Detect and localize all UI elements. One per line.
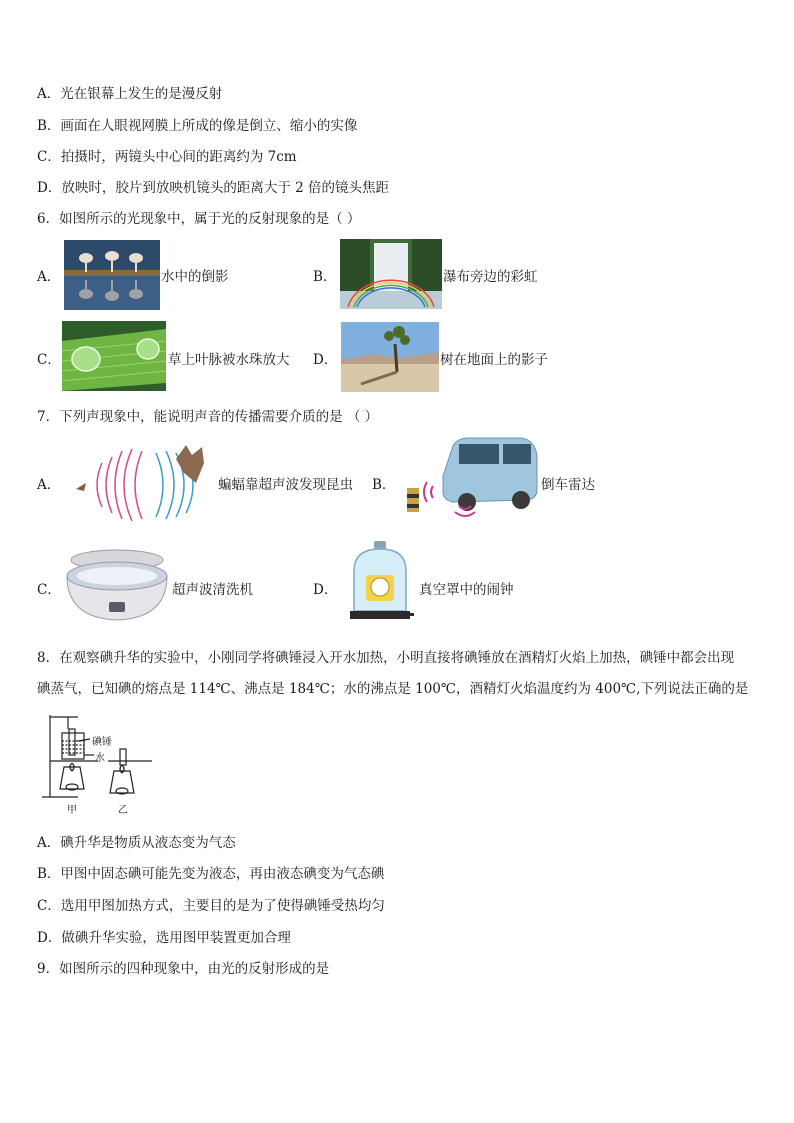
q7-stem: 7．下列声现象中，能说明声音的传播需要介质的是 （ ） — [37, 409, 379, 425]
q8-figure-label-iodine-hammer: 碘锤 — [92, 737, 112, 748]
q7-d-caption: 真空罩中的闹钟 — [419, 582, 514, 598]
q8-stem-line-2: 碘蒸气，已知碘的熔点是 114℃、沸点是 184℃；水的沸点是 100℃，酒精灯火焰温度约为 400℃,下列说法正确的是 — [37, 681, 749, 697]
q8-figure-label-water: 水 — [95, 753, 105, 764]
q6-b-caption: 瀑布旁边的彩虹 — [443, 269, 538, 285]
q8-stem-line-1: 8．在观察碘升华的实验中，小刚同学将碘锤浸入开水加热，小明直接将碘锤放在酒精灯火焰上加热，碘锤中都会出现 — [37, 650, 735, 666]
q7-c-caption: 超声波清洗机 — [172, 582, 253, 598]
q5-option-d: D．放映时，胶片到放映机镜头的距离大于 2 倍的镜头焦距 — [37, 180, 389, 196]
q8-option-d: D．做碘升华实验，选用图甲装置更加合理 — [37, 930, 291, 946]
q7-d-image-alarm-clock-bell-jar — [346, 541, 414, 627]
q9-stem: 9．如图所示的四种现象中，由光的反射形成的是 — [37, 961, 330, 977]
q5-option-c: C．拍摄时，两镜头中心间的距离约为 7cm — [37, 149, 297, 165]
q6-c-caption: 草上叶脉被水珠放大 — [168, 352, 290, 368]
q8-option-c: C．选用甲图加热方式，主要目的是为了使得碘锤受热均匀 — [37, 898, 385, 914]
q6-stem: 6．如图所示的光现象中，属于光的反射现象的是（ ） — [37, 211, 361, 227]
q7-d-label: D． — [313, 582, 338, 598]
q5-option-a: A．光在银幕上发生的是漫反射 — [37, 86, 223, 102]
q8-figure-label-jia: 甲 — [67, 805, 77, 816]
q7-c-label: C． — [37, 582, 61, 598]
q6-c-label: C． — [37, 352, 61, 368]
q6-a-label: A． — [37, 269, 61, 285]
q7-a-caption: 蝙蝠靠超声波发现昆虫 — [218, 477, 353, 493]
q8-figure-iodine-heating-apparatus — [38, 711, 158, 817]
q6-d-caption: 树在地面上的影子 — [440, 352, 548, 368]
q8-option-b: B．甲图中固态碘可能先变为液态，再由液态碘变为气态碘 — [37, 866, 385, 882]
q6-c-image-water-droplet-leaf — [62, 321, 166, 391]
q7-b-caption: 倒车雷达 — [541, 477, 595, 493]
q6-a-image-flamingo-reflection — [64, 240, 160, 310]
q6-b-label: B． — [313, 269, 337, 285]
q7-a-label: A． — [37, 477, 61, 493]
q6-d-image-tree-shadow — [341, 322, 439, 392]
q7-b-label: B． — [372, 477, 396, 493]
q7-a-image-bat-ultrasound — [72, 443, 218, 527]
q6-b-image-waterfall-rainbow — [340, 239, 442, 309]
q6-a-caption: 水中的倒影 — [161, 269, 229, 285]
q8-figure-label-yi: 乙 — [118, 805, 128, 816]
q6-d-label: D． — [313, 352, 338, 368]
q7-b-image-car-reversing-radar — [403, 436, 539, 518]
q5-option-b: B．画面在人眼视网膜上所成的像是倒立、缩小的实像 — [37, 118, 358, 134]
q8-option-a: A．碘升华是物质从液态变为气态 — [37, 835, 236, 851]
q7-c-image-ultrasonic-cleaner — [63, 546, 171, 624]
